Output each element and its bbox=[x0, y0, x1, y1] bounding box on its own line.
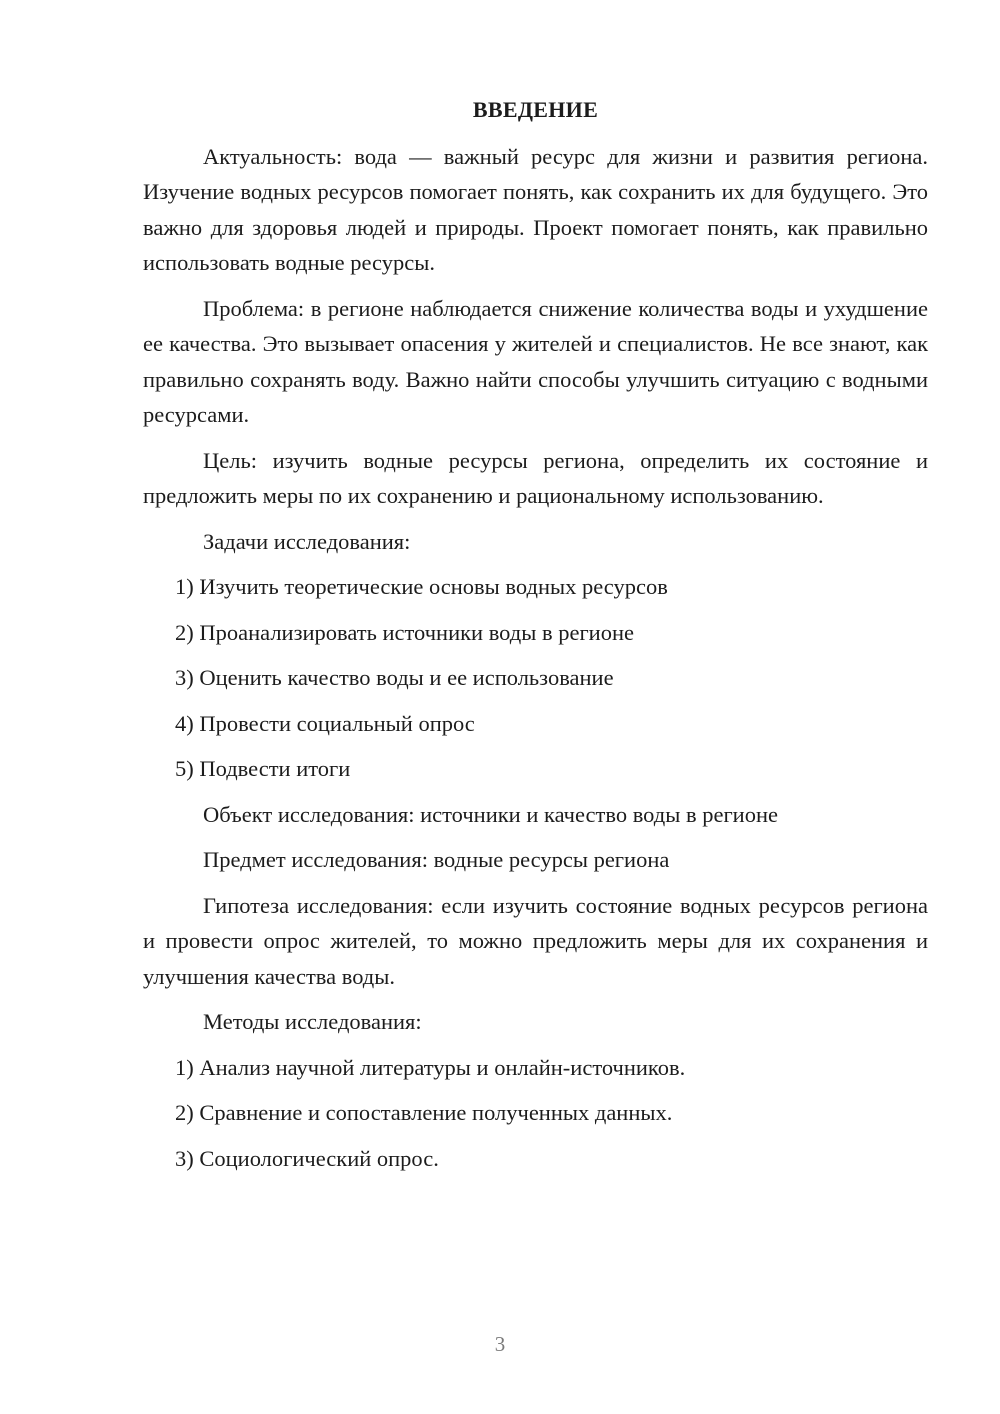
research-object: Объект исследования: источники и качество воды в регионе bbox=[203, 801, 778, 827]
task-item: 3) Оценить качество воды и ее использование bbox=[175, 665, 614, 690]
task-item: 5) Подвести итоги bbox=[175, 756, 351, 781]
methods-heading: Методы исследования: bbox=[203, 1009, 422, 1034]
page-number: 3 bbox=[494, 1332, 506, 1356]
task-item: 2) Проанализировать источники воды в регионе bbox=[175, 619, 634, 645]
goal-paragraph: Цель: изучить водные ресурсы региона, определить их состояние и предложить меры по их сохранению и рациональному использованию. bbox=[143, 447, 928, 508]
tasks-heading: Задачи исследования: bbox=[203, 528, 411, 554]
page-content bbox=[143, 92, 928, 1186]
research-subject: Предмет исследования: водные ресурсы региона bbox=[203, 847, 670, 872]
relevance-paragraph: Актуальность: вода — важный ресурс для жизни и развития региона. Изучение водных ресурсов помогает понять, как сохранить их для будущего. Это важно для здоровья людей и природы. Проект помогает понять, как правильно использовать водные ресурсы. bbox=[143, 143, 928, 275]
hypothesis-paragraph: Гипотеза исследования: если изучить состояние водных ресурсов региона и провести опрос жителей, то можно предложить меры для их сохранения и улучшения качества воды. bbox=[143, 892, 928, 989]
method-item: 3) Социологический опрос. bbox=[175, 1145, 439, 1171]
task-item: 1) Изучить теоретические основы водных ресурсов bbox=[175, 574, 668, 599]
method-item: 1) Анализ научной литературы и онлайн-источников. bbox=[175, 1054, 686, 1080]
method-item: 2) Сравнение и сопоставление полученных данных. bbox=[175, 1100, 673, 1125]
section-title: ВВЕДЕНИЕ bbox=[472, 97, 599, 122]
tasks-list bbox=[143, 569, 928, 787]
problem-paragraph: Проблема: в регионе наблюдается снижение количества воды и ухудшение ее качества. Это вызывает опасения у жителей и специалистов. Не все знают, как правильно сохранять воду. Важно найти способы улучшить ситуацию с водными ресурсами. bbox=[143, 295, 928, 427]
methods-list bbox=[143, 1050, 928, 1177]
task-item: 4) Провести социальный опрос bbox=[175, 710, 475, 736]
